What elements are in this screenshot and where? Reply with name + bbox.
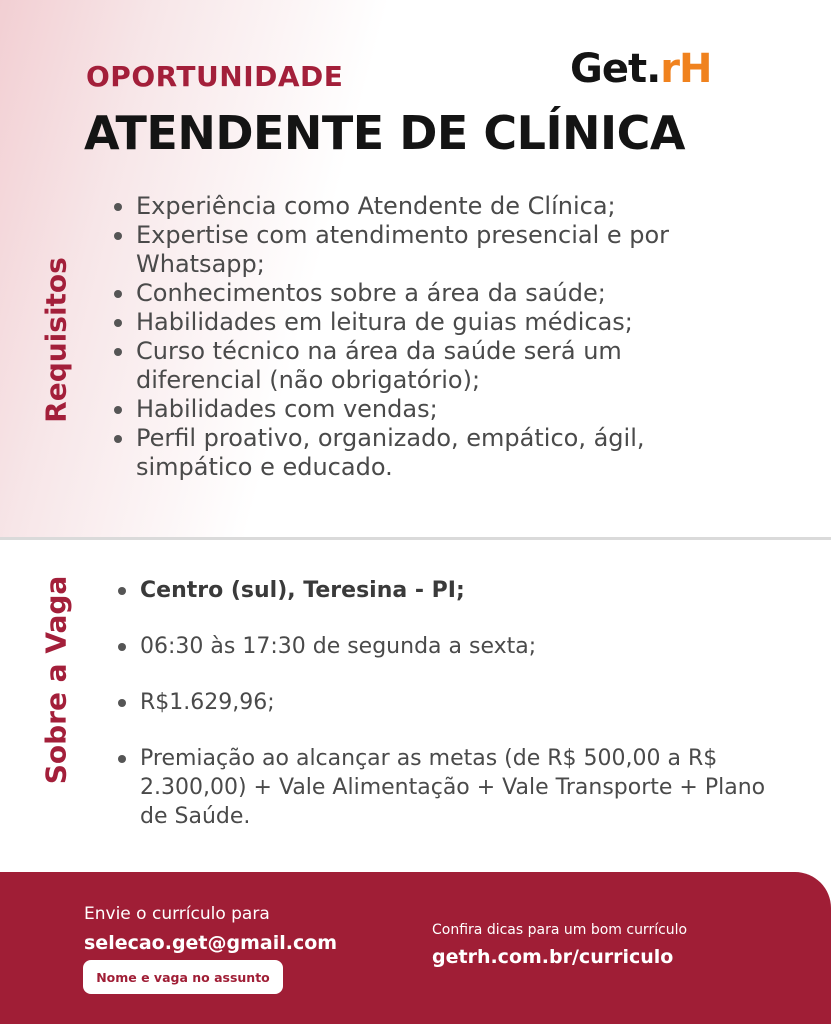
footer-band [0,872,831,1024]
requisito-item: Habilidades em leitura de guias médicas; [110,308,730,337]
send-resume-text: Envie o currículo para [84,904,270,924]
logo-part-get: Get. [570,46,661,92]
eyebrow-label: OPORTUNIDADE [86,60,344,93]
contact-email[interactable]: selecao.get@gmail.com [84,932,338,954]
vaga-location: Centro (sul), Teresina - PI; [114,576,794,605]
section-divider [0,537,831,540]
vaga-salary: R$1.629,96; [114,688,794,717]
vaga-benefits: Premiação ao alcançar as metas (de R$ 500,00 a R$ 2.300,00) + Vale Alimentação + Vale Transporte + Plano de Saúde. [114,744,794,831]
vaga-details-list [114,576,794,831]
resume-tips-text: Confira dicas para um bom currículo [432,922,688,938]
requisitos-section-label: Requisitos [39,257,73,423]
vaga-schedule: 06:30 às 17:30 de segunda a sexta; [114,632,794,661]
requisito-item: Habilidades com vendas; [110,395,730,424]
requisitos-list [110,192,730,482]
requisito-item: Perfil proativo, organizado, empático, ágil, simpático e educado. [110,424,730,482]
subject-note-badge: Nome e vaga no assunto [83,960,283,994]
logo-part-rh: rH [660,46,712,92]
requisito-item: Expertise com atendimento presencial e por Whatsapp; [110,221,730,279]
sobre-a-vaga-section-label: Sobre a Vaga [39,575,73,785]
requisito-item: Curso técnico na área da saúde será um diferencial (não obrigatório); [110,337,730,395]
job-title: ATENDENTE DE CLÍNICA [84,106,686,160]
getrh-logo [570,44,760,94]
resume-tips-link[interactable]: getrh.com.br/curriculo [432,946,674,968]
requisito-item: Conhecimentos sobre a área da saúde; [110,279,730,308]
requisito-item: Experiência como Atendente de Clínica; [110,192,730,221]
